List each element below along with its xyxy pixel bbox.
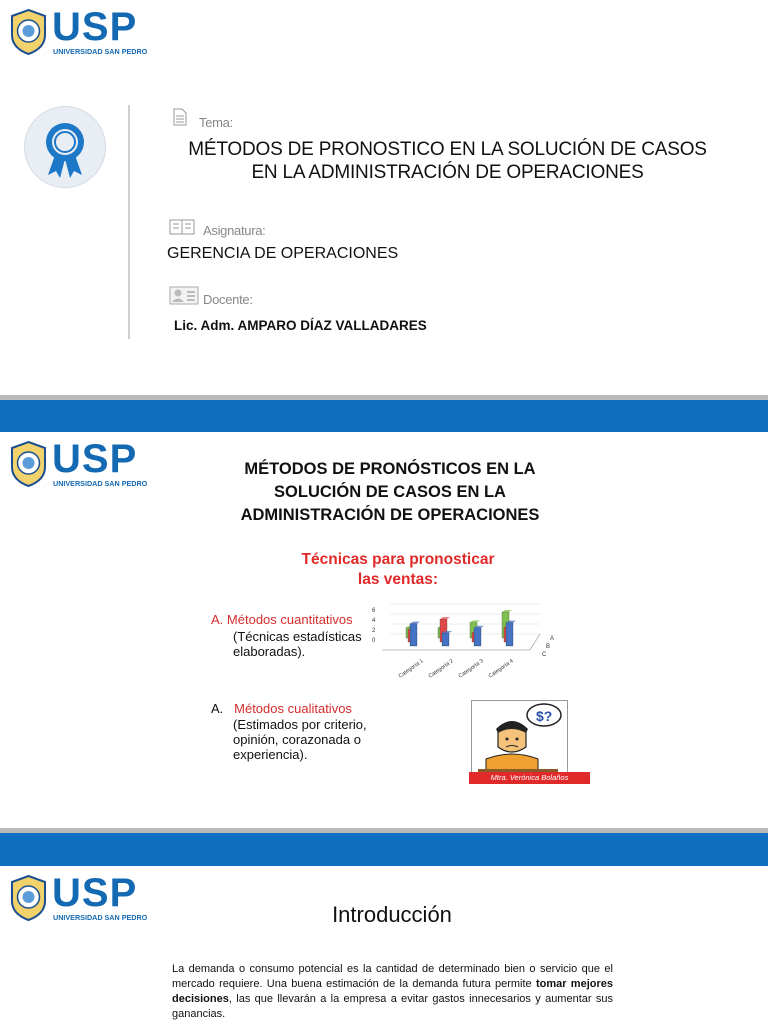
intro-paragraph: La demanda o consumo potencial es la cantidad de determinado bien o servicio que el mercado requiere. Una buena estimación de la demanda futura permite tomar mejores decisiones, las que llevarán a la empresa a evitar gastos innecesarios y aumentar sus ganancias. xyxy=(172,963,613,1020)
slide-title xyxy=(0,0,768,395)
thinking-person-icon xyxy=(472,701,567,781)
bar-A-3 xyxy=(474,628,481,646)
brand-full-name: UNIVERSIDAD SAN PEDRO xyxy=(53,47,148,56)
method2-description: (Estimados por criterio, opinión, corazonada o experiencia). xyxy=(233,717,367,762)
y-tick-label: 0 xyxy=(372,638,376,644)
bar-top-C-3 xyxy=(470,620,480,622)
techniques-heading: Técnicas para pronosticar las ventas: xyxy=(301,551,495,588)
book-icon xyxy=(169,219,195,235)
category-label: Categoría 4 xyxy=(487,658,515,680)
method2-heading: A. Métodos cualitativos xyxy=(211,701,352,716)
asignatura-label: Asignatura: xyxy=(203,223,266,238)
divider xyxy=(128,105,130,339)
method1-description: (Técnicas estadísticas elaboradas). xyxy=(233,629,362,659)
teacher-name: Lic. Adm. AMPARO DÍAZ VALLADARES xyxy=(174,318,427,333)
intro-title: Introducción xyxy=(332,902,452,927)
category-label: Categoría 3 xyxy=(457,658,485,680)
slide-separator xyxy=(0,395,768,432)
slide-separator xyxy=(0,828,768,866)
brand-full-name: UNIVERSIDAD SAN PEDRO xyxy=(53,479,148,488)
y-tick-label: 2 xyxy=(372,628,376,634)
series-label: B xyxy=(546,644,551,650)
brand-full-name: UNIVERSIDAD SAN PEDRO xyxy=(53,913,148,922)
3d-bar-chart xyxy=(370,600,555,690)
award-ribbon-icon xyxy=(25,107,105,187)
y-tick-label: 6 xyxy=(372,608,376,614)
bar-top-B-2 xyxy=(440,617,450,619)
university-seal-icon xyxy=(10,9,47,55)
y-tick-label: 4 xyxy=(372,618,376,624)
bar-A-2 xyxy=(442,633,449,646)
tema-label: Tema: xyxy=(199,115,233,130)
category-label: Categoría 1 xyxy=(397,658,425,680)
brand-name: USP xyxy=(52,437,138,481)
page-title: MÉTODOS DE PRONOSTICO EN LA SOLUCIÓN DE CASOS EN LA ADMINISTRACIÓN DE OPERACIONES xyxy=(188,139,707,183)
university-seal-icon xyxy=(10,875,47,921)
series-label: A xyxy=(550,636,555,642)
chart-floor xyxy=(382,634,540,650)
bar-top-A-1 xyxy=(410,622,420,624)
usp-logo xyxy=(10,437,160,493)
image-caption: Mtra. Verónica Bolaños xyxy=(469,772,590,784)
thinking-person-illustration xyxy=(471,700,568,782)
category-label: Categoría 2 xyxy=(427,658,455,680)
university-seal-icon xyxy=(10,441,47,487)
svg-text:$?: $? xyxy=(536,708,553,724)
usp-logo xyxy=(10,5,160,61)
slide-intro xyxy=(0,866,768,1024)
document-icon xyxy=(173,108,187,126)
slide-methods xyxy=(0,432,768,828)
method1-heading: A. Métodos cuantitativos xyxy=(211,612,353,627)
slide-title: MÉTODOS DE PRONÓSTICOS EN LA SOLUCIÓN DE CASOS EN LA ADMINISTRACIÓN DE OPERACIONES xyxy=(240,460,540,524)
docente-label: Docente: xyxy=(203,292,253,307)
series-label: C xyxy=(542,652,547,658)
bar-top-C-4 xyxy=(502,610,512,612)
usp-logo xyxy=(10,871,160,927)
brand-name: USP xyxy=(52,5,138,49)
id-card-icon xyxy=(169,285,199,305)
bar-A-4 xyxy=(506,623,513,646)
subject-name: GERENCIA DE OPERACIONES xyxy=(167,245,399,262)
award-badge xyxy=(24,106,106,188)
brand-name: USP xyxy=(52,871,138,915)
bar-A-1 xyxy=(410,624,417,646)
